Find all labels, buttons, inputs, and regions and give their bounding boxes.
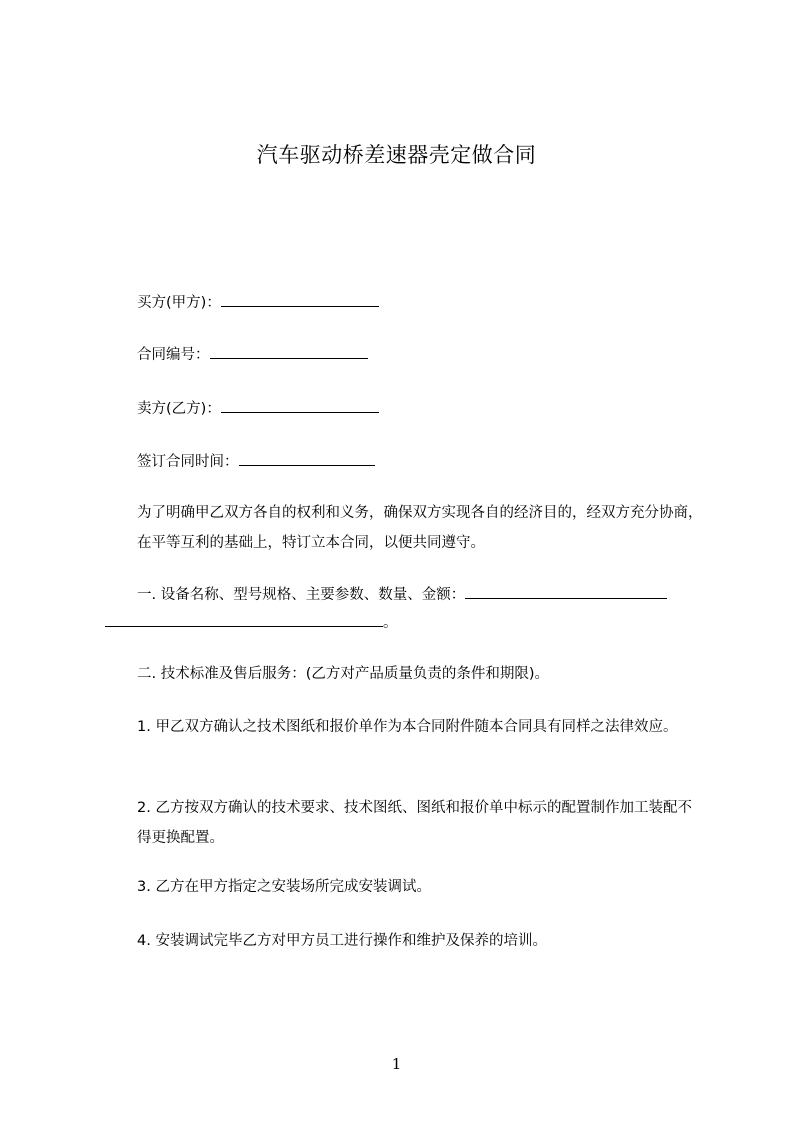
section1-line2 bbox=[105, 612, 398, 633]
section2-item-4: 4. 安装调试完毕乙方对甲方员工进行操作和维护及保养的培训。 bbox=[137, 933, 547, 949]
section1-blank-1 bbox=[465, 584, 667, 599]
section2-heading: 二. 技术标准及售后服务：(乙方对产品质量负责的条件和期限)。 bbox=[137, 666, 550, 682]
section1-end-mark: 。 bbox=[383, 615, 398, 631]
buyer-blank bbox=[221, 292, 379, 307]
section1-label: 一. 设备名称、型号规格、主要参数、数量、金额： bbox=[137, 587, 466, 603]
section2-item-1: 1. 甲乙双方确认之技术图纸和报价单作为本合同附件随本合同具有同样之法律效应。 bbox=[137, 719, 678, 735]
sign-time-label: 签订合同时间： bbox=[137, 454, 239, 470]
seller-field bbox=[137, 398, 379, 419]
contract-no-blank bbox=[210, 344, 368, 359]
contract-no-label: 合同编号： bbox=[137, 347, 210, 363]
sign-time-blank bbox=[239, 451, 375, 466]
buyer-label: 买方(甲方)： bbox=[137, 295, 221, 311]
seller-blank bbox=[221, 398, 379, 413]
section1-line1 bbox=[137, 584, 667, 605]
section2-item-3: 3. 乙方在甲方指定之安装场所完成安装调试。 bbox=[137, 879, 431, 895]
seller-label: 卖方(乙方)： bbox=[137, 401, 221, 417]
buyer-field bbox=[137, 292, 379, 313]
page-number: 1 bbox=[391, 1055, 402, 1073]
contract-no-field bbox=[137, 344, 368, 365]
section2-item-2: 2. 乙方按双方确认的技术要求、技术图纸、图纸和报价单中标示的配置制作加工装配不得更换配置。 bbox=[137, 800, 692, 846]
sign-time-field bbox=[137, 451, 375, 472]
section1-blank-2 bbox=[105, 612, 383, 627]
document-title: 汽车驱动桥差速器壳定做合同 bbox=[256, 143, 537, 167]
intro-paragraph: 为了明确甲乙双方各自的权利和义务，确保双方实现各自的经济目的，经双方充分协商，在平等互利的基础上，特订立本合同，以便共同遵守。 bbox=[137, 505, 703, 551]
